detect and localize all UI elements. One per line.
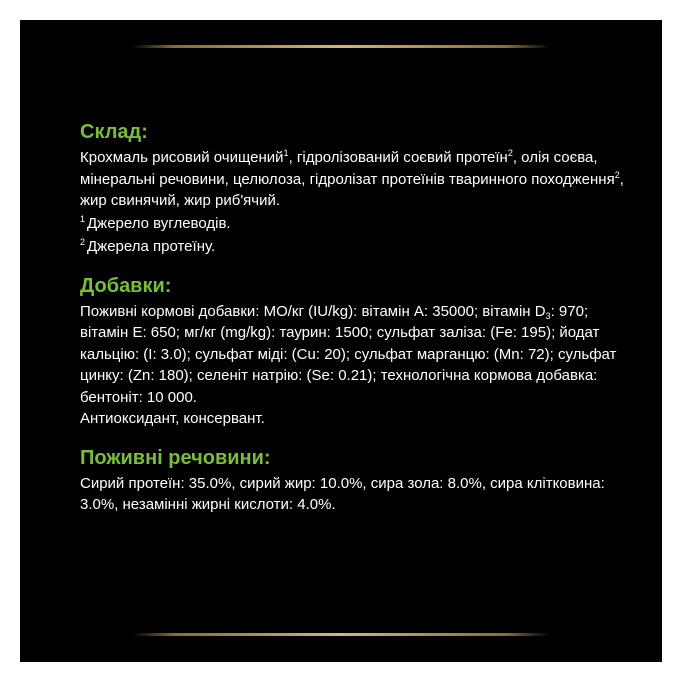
additives-text-line2: Антиоксидант, консервант. xyxy=(80,410,265,427)
footnote-ref: 1 xyxy=(283,148,289,158)
nutrients-text: Сирий протеїн: 35.0%, сирий жир: 10.0%, сира зола: 8.0%, сира клітковина: 3.0%, незамінні жирні кислоти: 4.0%. xyxy=(80,474,605,513)
footnote-2: $^2$ Джерела протеїну. xyxy=(80,236,216,255)
composition-section xyxy=(80,120,640,258)
content-area xyxy=(80,120,640,532)
nutrients-section xyxy=(80,446,640,516)
additives-text: Поживні кормові добавки: МО/кг (IU/kg): вітамін А: 35000; вітамін $D_3$: 970; вітамін Е: 650; мг/кг (mg/kg): таурин: 1500; сульфат заліза: (Fe: 195); йодат кальцію: (I: 3.0); сульфат міді: (Cu: 20); сульфат марганцю: (Mn: 72); сульфат цинку: (Zn: 180); селеніт натрію: (Se: 0.21); технологічна кормова добавка: бентоніт: 10 000. xyxy=(80,302,617,406)
subscript-mark: 3 xyxy=(545,310,551,321)
footnote-1: $^1$ Джерело вуглеводів. xyxy=(80,213,231,232)
top-gold-divider xyxy=(132,45,550,48)
nutrients-heading: Поживні речовини: xyxy=(80,446,271,469)
composition-heading: Склад: xyxy=(80,121,148,143)
additives-section xyxy=(80,274,640,430)
footnote-ref: 2 xyxy=(507,148,513,158)
footnote-ref: 2 xyxy=(614,169,620,180)
composition-text: Крохмаль рисовий очищений$^1$, гідролізований соєвий протеїн$^2$, олія соєва, мінеральні речовини, целюлоза, гідролізат протеїнів тваринного походження$^2$, жир свинячий, жир риб'ячий. xyxy=(80,148,624,209)
bottom-gold-divider xyxy=(132,633,550,636)
additives-heading: Добавки: xyxy=(80,274,172,297)
info-panel xyxy=(20,20,662,662)
